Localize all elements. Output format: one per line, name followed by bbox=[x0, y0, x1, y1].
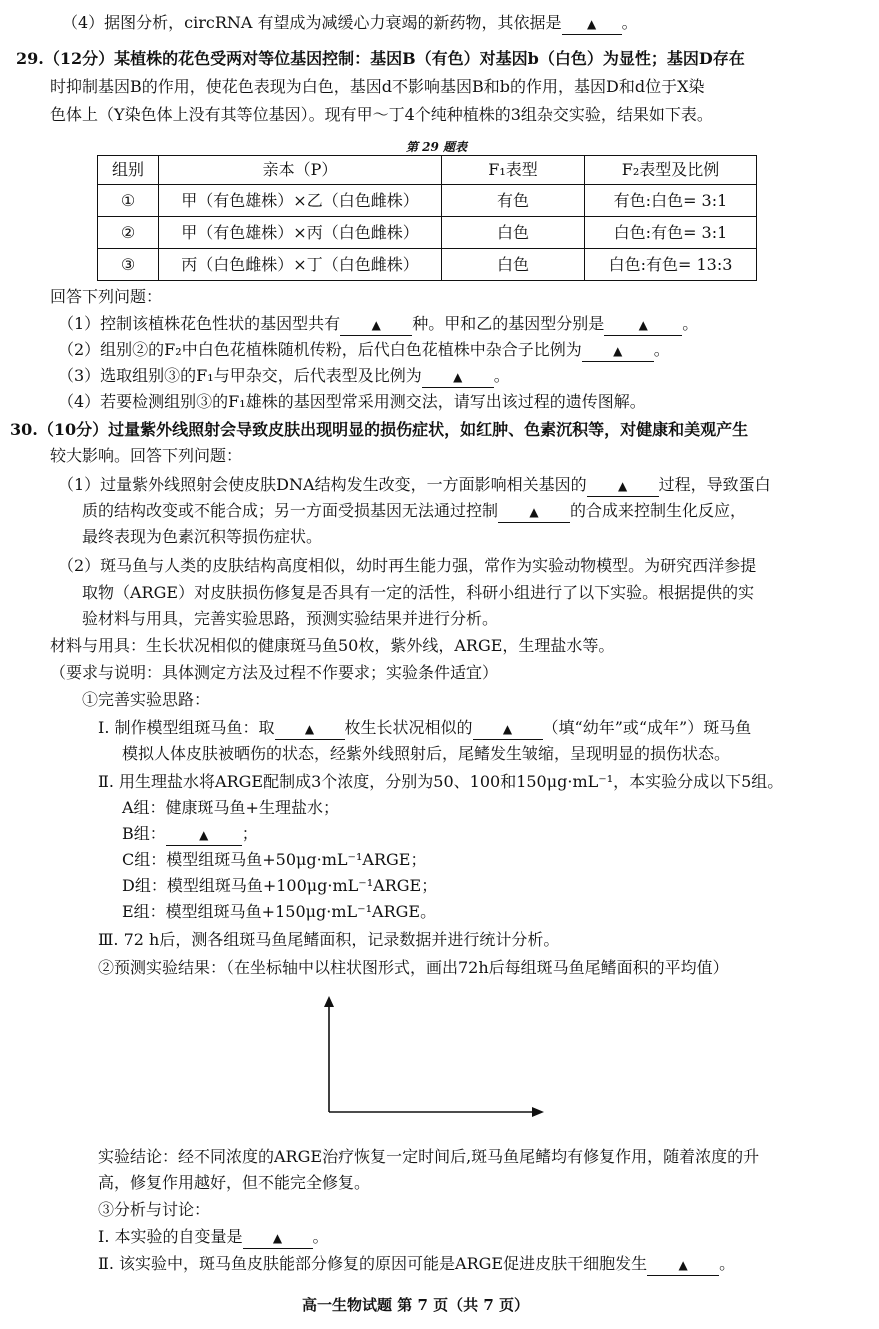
group-c: C组：模型组斑马鱼+50μg·mL⁻¹ARGE； bbox=[122, 850, 427, 869]
q29-sub2: （2）组别②的F₂中白色花植株随机传粉，后代白色花植株中杂合子比例为 ▲ 。 bbox=[58, 337, 670, 363]
answer-blank[interactable]: ▲ bbox=[275, 718, 345, 740]
q30-part1-line-3: 最终表现为色素沉积等损伤症状。 bbox=[82, 527, 323, 546]
step3-ii: Ⅱ. 该实验中，斑马鱼皮肤能部分修复的原因可能是ARGE促进皮肤干细胞发生 ▲ 。 bbox=[98, 1251, 735, 1277]
answer-blank[interactable]: ▲ bbox=[498, 501, 570, 523]
answer-blank[interactable]: ▲ bbox=[340, 314, 412, 336]
q30-part2-line-1: （2）斑马鱼与人类的皮肤结构高度相似，幼时再生能力强，常作为实验动物模型。为研究西洋参提 bbox=[58, 556, 757, 575]
answer-blank[interactable]: ▲ bbox=[647, 1254, 719, 1276]
col-header-group: 组别 bbox=[98, 156, 159, 185]
q29-line-2: 时抑制基因B的作用，使花色表现为白色，基因d不影响基因B和b的作用，基因D和d位于X染 bbox=[50, 77, 705, 96]
answer-blank[interactable]: ▲ bbox=[166, 824, 242, 846]
table-caption: 第 29 题表 bbox=[406, 140, 468, 154]
q29-header: 29.（12分）某植株的花色受两对等位基因控制：基因B（有色）对基因b（白色）为显性；基因D存在 bbox=[16, 49, 745, 68]
cell-f2: 白色:有色= 13:3 bbox=[585, 249, 757, 281]
answer-blank[interactable]: ▲ bbox=[473, 718, 543, 740]
answer-blank[interactable]: ▲ bbox=[422, 366, 494, 388]
step2-title: ②预测实验结果：（在坐标轴中以柱状图形式，画出72h后每组斑马鱼尾鳍面积的平均值） bbox=[98, 958, 729, 977]
cell-group: ① bbox=[98, 185, 159, 217]
answer-blank[interactable]: ▲ bbox=[604, 314, 682, 336]
step3-title: ③分析与讨论： bbox=[98, 1200, 211, 1219]
prev-question-line: （4）据图分析，circRNA 有望成为减缓心力衰竭的新药物，其依据是 ▲ 。 bbox=[62, 10, 638, 36]
cell-f1: 有色 bbox=[442, 185, 585, 217]
group-d: D组：模型组斑马鱼+100μg·mL⁻¹ARGE； bbox=[122, 876, 438, 895]
answer-blank[interactable]: ▲ bbox=[243, 1227, 313, 1249]
q30-part1-line-2: 质的结构改变或不能合成；另一方面受损基因无法通过控制 ▲ 的合成来控制生化反应， bbox=[82, 498, 746, 524]
group-e: E组：模型组斑马鱼+150μg·mL⁻¹ARGE。 bbox=[122, 902, 437, 921]
col-header-f1: F₁表型 bbox=[442, 156, 585, 185]
q29-sub3: （3）选取组别③的F₁与甲杂交，后代表型及比例为 ▲ 。 bbox=[58, 363, 510, 389]
page-footer: 高一生物试题 第 7 页（共 7 页） bbox=[302, 1296, 529, 1314]
q29-sub4: （4）若要检测组别③的F₁雄株的基因型常采用测交法，请写出该过程的遗传图解。 bbox=[58, 392, 646, 411]
q29-line-3: 色体上（Y染色体上没有其等位基因）。现有甲～丁4个纯种植株的3组杂交实验，结果如下表。 bbox=[50, 105, 713, 124]
step1-i: I. 制作模型组斑马鱼：取 ▲ 枚生长状况相似的 ▲ （填“幼年”或“成年”）斑马鱼 bbox=[98, 715, 751, 741]
answer-blank[interactable]: ▲ bbox=[562, 13, 622, 35]
table-row bbox=[98, 217, 757, 249]
cell-parents: 甲（有色雄株）×乙（白色雌株） bbox=[159, 185, 442, 217]
cell-f1: 白色 bbox=[442, 249, 585, 281]
q30-header-line-2: 较大影响。回答下列问题： bbox=[50, 446, 243, 465]
q30-header: 30.（10分）过量紫外线照射会导致皮肤出现明显的损伤症状，如红肿、色素沉积等，对健康和美观产生 bbox=[10, 420, 749, 439]
cell-parents: 丙（白色雌株）×丁（白色雌株） bbox=[159, 249, 442, 281]
table-header-row bbox=[98, 156, 757, 185]
col-header-f2: F₂表型及比例 bbox=[585, 156, 757, 185]
q30-part2-line-2: 取物（ARGE）对皮肤损伤修复是否具有一定的活性，科研小组进行了以下实验。根据提供的实 bbox=[82, 583, 755, 602]
step1-i-line-2: 模拟人体皮肤被晒伤的状态，经紫外线照射后，尾鳍发生皱缩，呈现明显的损伤状态。 bbox=[122, 744, 731, 763]
q29-table bbox=[97, 155, 757, 281]
answer-blank[interactable]: ▲ bbox=[582, 340, 654, 362]
col-header-parents: 亲本（P） bbox=[159, 156, 442, 185]
q29-sub1: （1）控制该植株花色性状的基因型共有 ▲ 种。甲和乙的基因型分别是 ▲ 。 bbox=[58, 311, 698, 337]
answer-blank[interactable]: ▲ bbox=[587, 475, 659, 497]
cell-parents: 甲（有色雄株）×丙（白色雌株） bbox=[159, 217, 442, 249]
cell-group: ③ bbox=[98, 249, 159, 281]
conclusion-line-2: 高，修复作用越好，但不能完全修复。 bbox=[98, 1173, 371, 1192]
group-a: A组：健康斑马鱼+生理盐水； bbox=[122, 798, 339, 817]
cell-f2: 白色:有色= 3:1 bbox=[585, 217, 757, 249]
conclusion-line-1: 实验结论：经不同浓度的ARGE治疗恢复一定时间后,斑马鱼尾鳍均有修复作用，随着浓度的升 bbox=[98, 1147, 760, 1166]
cell-group: ② bbox=[98, 217, 159, 249]
step1-ii: Ⅱ. 用生理盐水将ARGE配制成3个浓度，分别为50、100和150μg·mL⁻¹，本实验分成以下5组。 bbox=[98, 772, 784, 791]
prev-question-text: （4）据图分析，circRNA 有望成为减缓心力衰竭的新药物，其依据是 bbox=[62, 13, 562, 32]
answer-intro: 回答下列问题： bbox=[50, 287, 163, 306]
x-axis-arrow-icon bbox=[532, 1107, 544, 1117]
q30-part1-line-1: （1）过量紫外线照射会使皮肤DNA结构发生改变，一方面影响相关基因的 ▲ 过程，导致蛋白 bbox=[58, 472, 771, 498]
table-row bbox=[98, 185, 757, 217]
cell-f1: 白色 bbox=[442, 217, 585, 249]
blank-axes-diagram bbox=[318, 996, 558, 1122]
step3-i: I. 本实验的自变量是 ▲ 。 bbox=[98, 1224, 329, 1250]
table-row bbox=[98, 249, 757, 281]
group-b: B组： ▲ ； bbox=[122, 821, 258, 847]
cell-f2: 有色:白色= 3:1 bbox=[585, 185, 757, 217]
y-axis-arrow-icon bbox=[324, 996, 334, 1007]
step1-title: ①完善实验思路： bbox=[82, 690, 211, 709]
q30-part2-line-3: 验材料与用具，完善实验思路，预测实验结果并进行分析。 bbox=[82, 609, 499, 628]
materials-line: 材料与用具：生长状况相似的健康斑马鱼50枚，紫外线，ARGE，生理盐水等。 bbox=[50, 636, 615, 655]
step1-iii: Ⅲ. 72 h后，测各组斑马鱼尾鳍面积，记录数据并进行统计分析。 bbox=[98, 930, 560, 949]
requirements-line: （要求与说明：具体测定方法及过程不作要求；实验条件适宜） bbox=[50, 663, 499, 682]
